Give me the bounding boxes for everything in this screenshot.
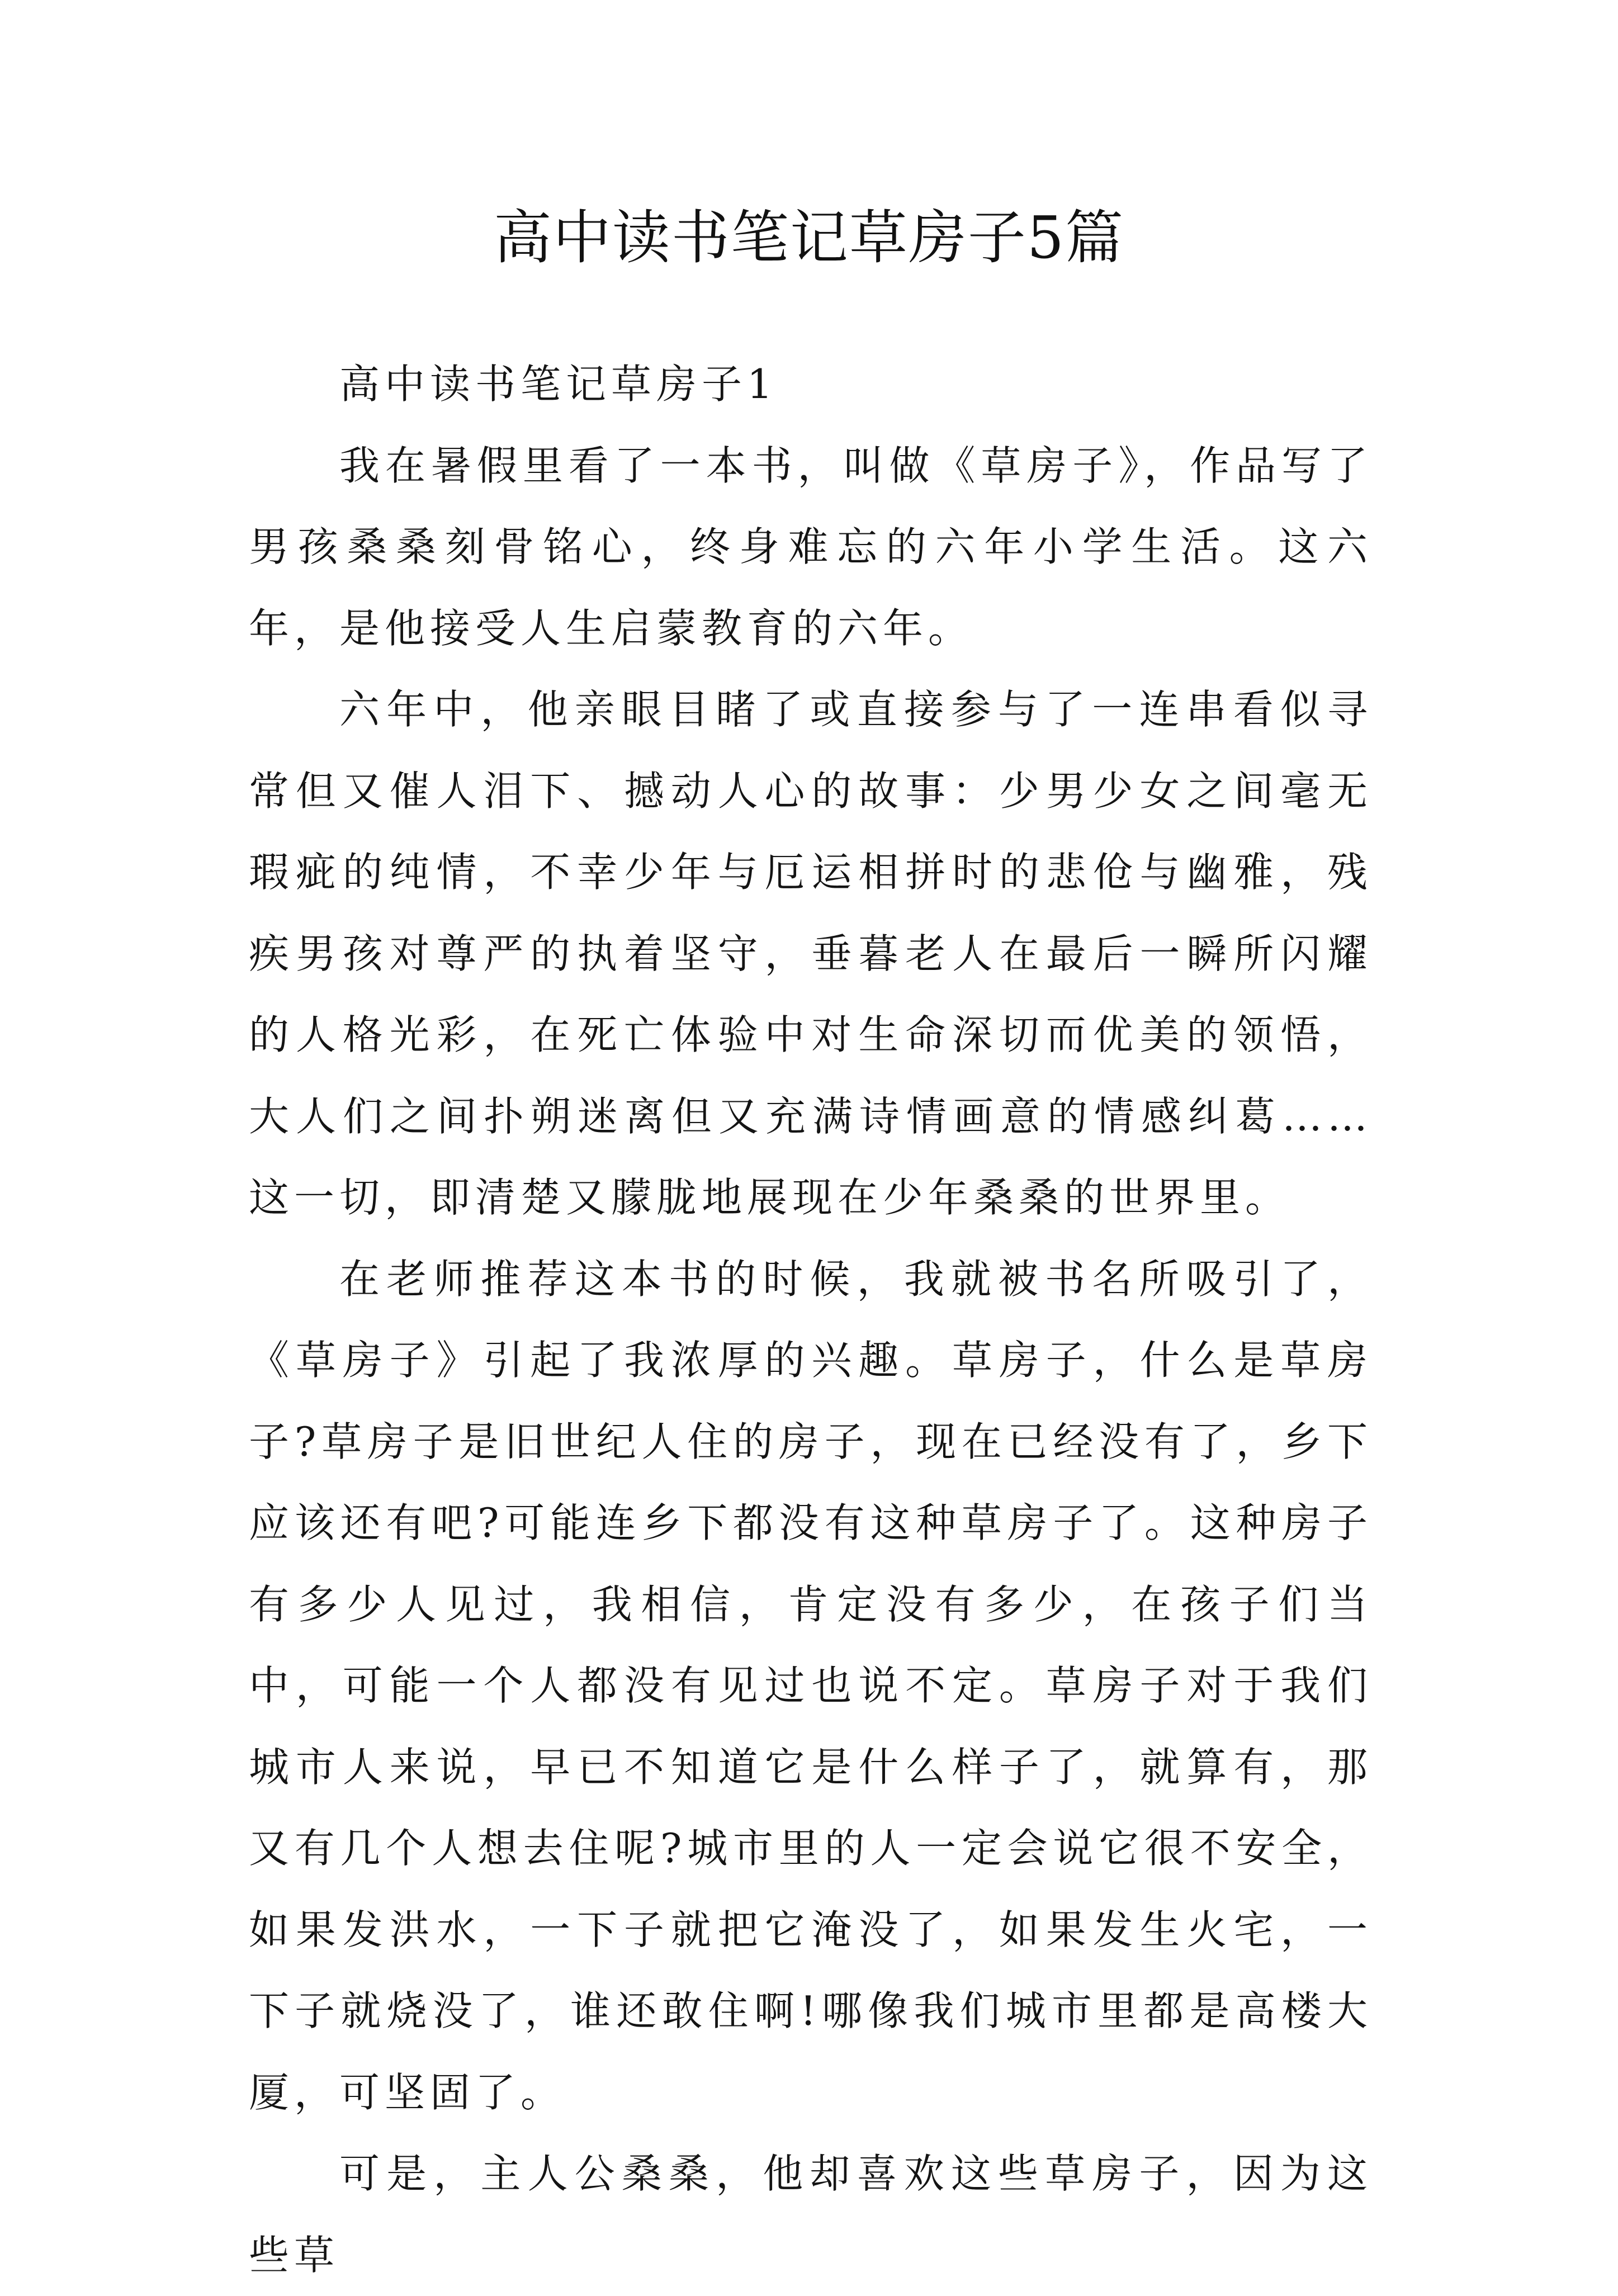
section-heading: 高中读书笔记草房子1 <box>339 361 778 408</box>
paragraph-1: 我在暑假里看了一本书，叫做《草房子》，作品写了男孩桑桑刻骨铭心，终身难忘的六年小学生活。这六年，是他接受人生启蒙教育的六年。 <box>249 442 1373 652</box>
paragraph-2: 六年中，他亲眼目睹了或直接参与了一连串看似寻常但又催人泪下、撼动人心的故事：少男少女之间毫无瑕疵的纯情，不幸少年与厄运相拼时的悲伧与幽雅，残疾男孩对尊严的执着坚守，垂暮老人在最后一瞬所闪耀的人格光彩，在死亡体验中对生命深切而优美的领悟，大人们之间扑朔迷离但又充满诗情画意的情感纠葛……这一切，即清楚又朦胧地展现在少年桑桑的世界里。 <box>249 686 1373 1221</box>
paragraph-3: 在老师推荐这本书的时候，我就被书名所吸引了，《草房子》引起了我浓厚的兴趣。草房子，什么是草房子?草房子是旧世纪人住的房子，现在已经没有了，乡下应该还有吧?可能连乡下都没有这种草房子了。这种房子有多少人见过，我相信，肯定没有多少，在孩子们当中，可能一个人都没有见过也说不定。草房子对于我们城市人来说，早已不知道它是什么样子了，就算有，那又有几个人想去住呢?城市里的人一定会说它很不安全，如果发洪水，一下子就把它淹没了，如果发生火宅，一下子就烧没了，谁还敢住啊!哪像我们城市里都是高楼大厦，可坚固了。 <box>249 1255 1373 2116</box>
document-title: 高中读书笔记草房子5篇 <box>493 203 1125 272</box>
paragraph-4: 可是，主人公桑桑，他却喜欢这些草房子，因为这些草 <box>249 2150 1373 2279</box>
document-body <box>249 344 1373 2296</box>
